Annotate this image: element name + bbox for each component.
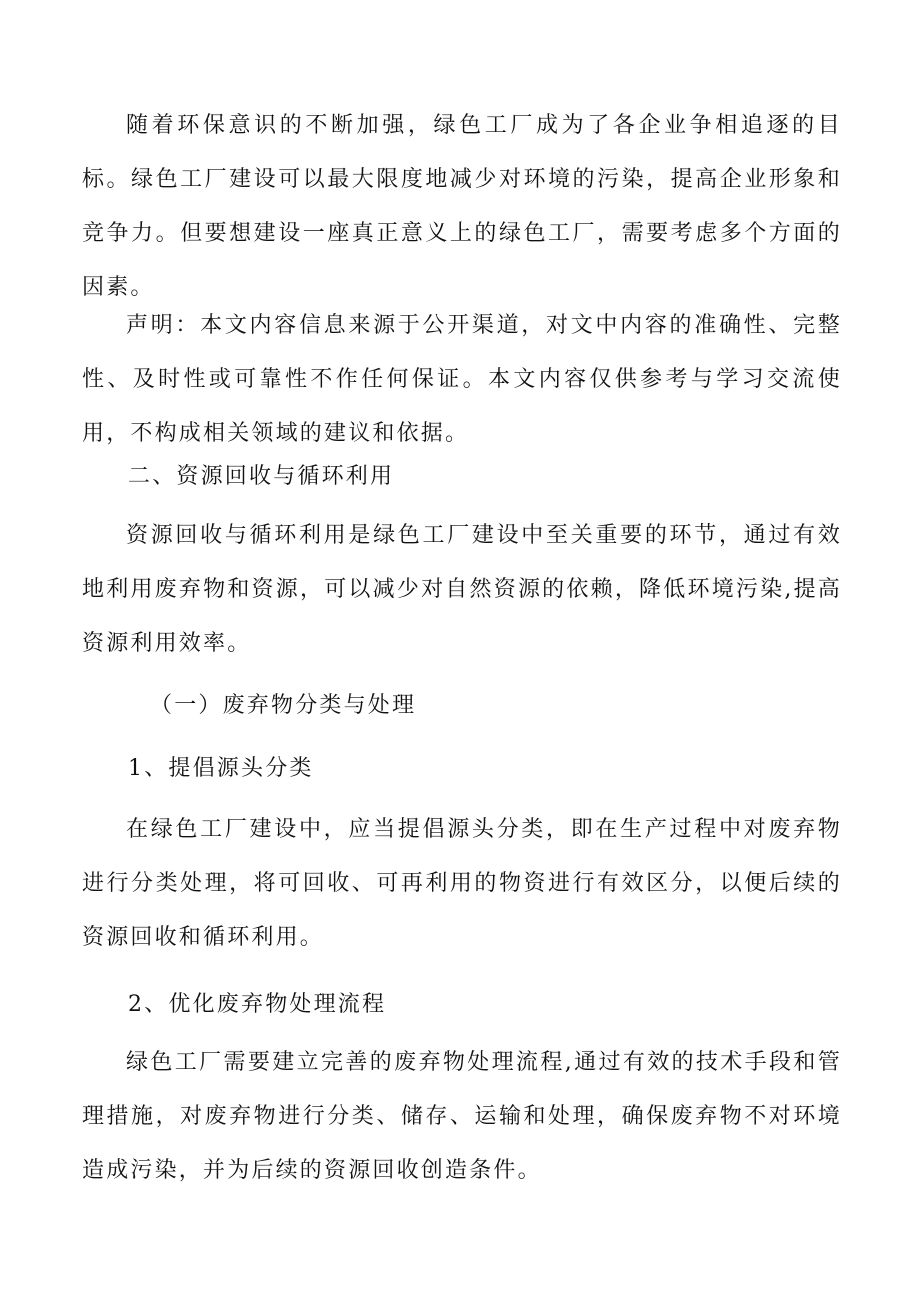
item2-heading: 2、优化废弃物处理流程 xyxy=(128,992,387,1017)
section-intro-paragraph: 资源回收与循环利用是绿色工厂建设中至关重要的环节，通过有效地利用废弃物和资源，可以减少对自然资源的依赖，降低环境污染,提高资源利用效率。 xyxy=(82,523,842,656)
item1-paragraph: 在绿色工厂建设中，应当提倡源头分类，即在生产过程中对废弃物进行分类处理，将可回收、可再利用的物资进行有效区分，以便后续的资源回收和循环利用。 xyxy=(82,817,842,950)
disclaimer-paragraph: 声明：本文内容信息来源于公开渠道，对文中内容的准确性、完整性、及时性或可靠性不作任何保证。本文内容仅供参考与学习交流使用，不构成相关领域的建议和依据。 xyxy=(82,313,842,446)
item2-paragraph: 绿色工厂需要建立完善的废弃物处理流程,通过有效的技术手段和管理措施，对废弃物进行分类、储存、运输和处理，确保废弃物不对环境造成污染，并为后续的资源回收创造条件。 xyxy=(82,1050,842,1183)
intro-paragraph: 随着环保意识的不断加强，绿色工厂成为了各企业争相追逐的目标。绿色工厂建设可以最大限度地减少对环境的污染，提高企业形象和竞争力。但要想建设一座真正意义上的绿色工厂，需要考虑多个方面的因素。 xyxy=(82,113,842,300)
item1-heading: 1、提倡源头分类 xyxy=(128,756,314,781)
section-heading: 二、资源回收与循环利用 xyxy=(128,464,395,489)
subsection-heading: （一）废弃物分类与处理 xyxy=(150,693,417,718)
